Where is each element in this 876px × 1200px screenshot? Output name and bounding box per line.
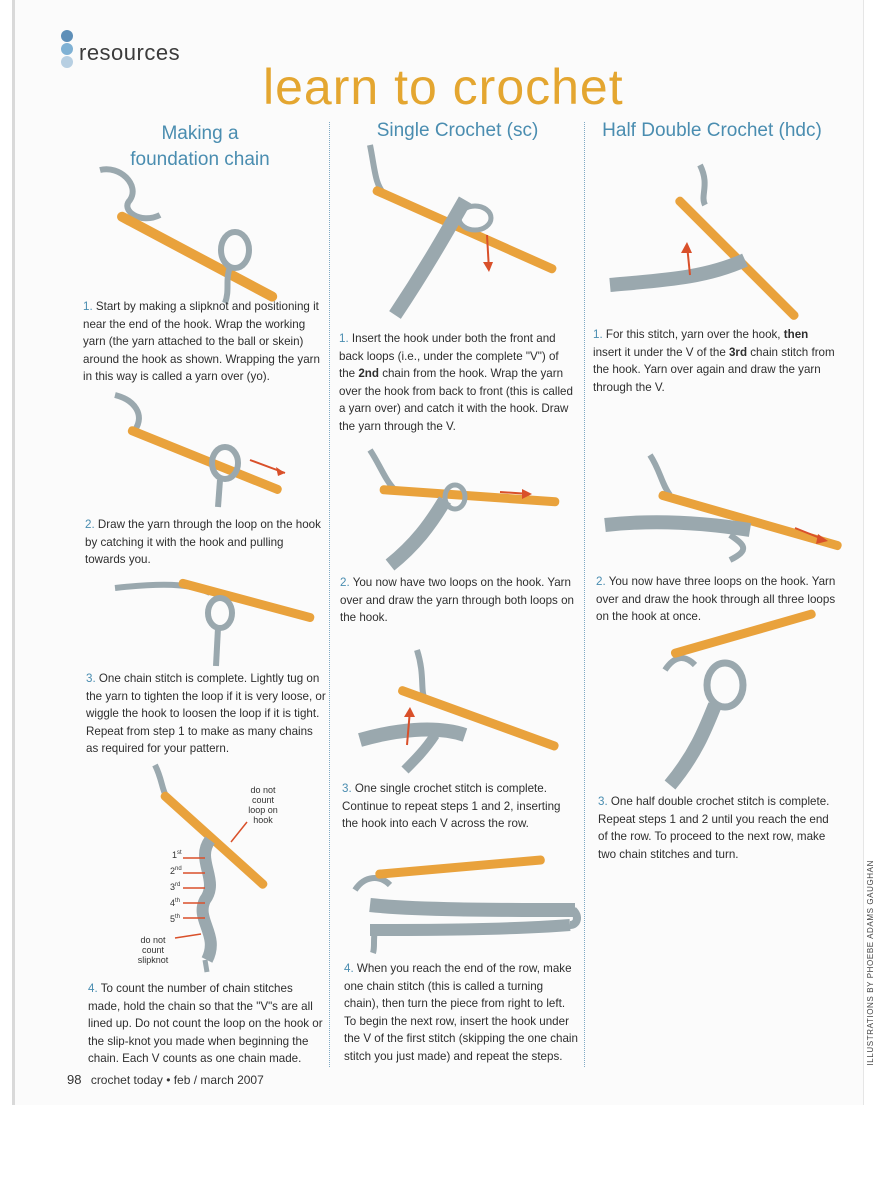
dot-2 xyxy=(61,43,73,55)
step-number: 3. xyxy=(598,795,608,808)
dot-1 xyxy=(61,30,73,42)
step-number: 4. xyxy=(344,962,354,975)
ordinal-number: 1 xyxy=(172,850,178,860)
title-line-1: Making a xyxy=(161,123,239,144)
annotation-line: hook xyxy=(253,815,273,825)
step-text: You now have three loops on the hook. Yarn over and draw the hook through all three loops on the hook at once. xyxy=(596,575,836,623)
section-dots xyxy=(61,30,73,69)
step-number: 1. xyxy=(593,328,603,341)
annotation-line: count xyxy=(141,945,165,955)
page-footer xyxy=(67,1072,264,1087)
step-text: For this stitch, yarn over the hook, xyxy=(605,328,784,341)
column-divider-1 xyxy=(329,122,330,1067)
illustration-hdc-3 xyxy=(640,625,815,790)
ordinal-suffix: th xyxy=(175,898,181,904)
step-text: chain from the hook. Wrap the yarn over the hook from back to front (this is called a yarn over) and catch it with the hook. Draw the yarn through the V. xyxy=(339,367,573,433)
section-label: resources xyxy=(79,40,181,65)
hdc-step-1 xyxy=(593,326,837,396)
illustration-foundation-1 xyxy=(80,155,300,305)
ordinal-suffix: th xyxy=(175,914,181,920)
ordinal-number: 5 xyxy=(170,914,176,924)
ordinal-number: 3 xyxy=(170,882,176,892)
page-number: 98 xyxy=(67,1072,82,1087)
step-text: One single crochet stitch is complete. Continue to repeat steps 1 and 2, inserting the hook into each V across the row. xyxy=(342,782,561,830)
annotation-line: do not xyxy=(140,935,166,945)
step-number: 2. xyxy=(340,576,350,589)
step-number: 4. xyxy=(88,982,98,995)
step-text-bold: then xyxy=(783,328,809,341)
step-number: 1. xyxy=(83,300,93,313)
foundation-step-4 xyxy=(88,980,326,1068)
sc-step-4 xyxy=(344,960,580,1065)
ordinal-5 xyxy=(170,914,180,924)
ordinal-number: 4 xyxy=(170,898,176,908)
hdc-step-3 xyxy=(598,793,838,863)
step-text: chain stitch from the hook. Yarn over again and draw the yarn through the V. xyxy=(593,345,835,394)
step-text: To count the number of chain stitches made, hold the chain so that the "V"s are all lined up. Do not count the loop on the hook or the slip-knot you made when beginning the chain. Each V counts as one chain made. xyxy=(88,982,323,1065)
step-number: 2. xyxy=(596,575,606,588)
column-title-hdc: Half Double Crochet (hdc) xyxy=(602,120,822,141)
illustration-sc-3 xyxy=(355,645,565,775)
step-text: When you reach the end of the row, make one chain stitch (this is called a turning chain), then turn the piece from right to left. To begin the next row, insert the hook under the V of the first stitch (skipping the one chain stitch you just made) and repeat the steps. xyxy=(344,962,578,1063)
ordinal-suffix: nd xyxy=(175,866,182,872)
step-text: insert it under the V of the xyxy=(593,345,729,359)
foundation-step-2 xyxy=(85,516,325,569)
step-number: 3. xyxy=(342,782,352,795)
title-line-2: foundation chain xyxy=(130,149,270,170)
step-text: You now have two loops on the hook. Yarn over and draw the yarn through both loops on the hook. xyxy=(340,576,574,624)
illustration-foundation-3 xyxy=(110,568,320,668)
step-number: 2. xyxy=(85,518,95,531)
column-divider-2 xyxy=(584,122,585,1067)
annotation-line: slipknot xyxy=(137,955,169,965)
annotation-do-not-count-slipknot xyxy=(128,935,178,965)
illustration-sc-4 xyxy=(345,855,580,955)
foundation-step-3 xyxy=(86,670,328,758)
step-text-bold: 2nd xyxy=(358,367,379,380)
step-text: One half double crochet stitch is complete. Repeat steps 1 and 2 until you reach the end of the row. To proceed to the next row, make two chain stitches and turn. xyxy=(598,795,830,861)
column-title-sc: Single Crochet (sc) xyxy=(376,120,539,141)
illustration-foundation-2 xyxy=(100,385,300,510)
step-number: 3. xyxy=(86,672,96,685)
ordinal-number: 2 xyxy=(170,866,176,876)
step-text: Start by making a slipknot and positioning it near the end of the hook. Wrap the working yarn (the yarn attached to the ball or skein) around the hook as shown. Wrapping the yarn in this way is called a yarn over (yo). xyxy=(83,300,320,383)
page-title: learn to crochet xyxy=(263,59,624,115)
sc-step-3 xyxy=(342,780,578,833)
ordinal-3 xyxy=(170,882,180,892)
sc-step-2 xyxy=(340,574,576,627)
annotation-do-not-count-loop xyxy=(235,785,291,825)
page-gutter xyxy=(12,0,15,1105)
ordinal-4 xyxy=(170,898,180,908)
annotation-line: count xyxy=(251,795,275,805)
step-text: Draw the yarn through the loop on the hook by catching it with the hook and pulling towards you. xyxy=(85,518,321,566)
illustration-sc-1 xyxy=(355,140,570,330)
ordinal-2 xyxy=(170,866,182,876)
ordinal-suffix: st xyxy=(177,850,182,856)
step-number: 1. xyxy=(339,332,349,345)
step-text-bold: 3rd xyxy=(728,345,748,359)
annotation-line: loop on xyxy=(248,805,278,815)
publication-line: crochet today • feb / march 2007 xyxy=(90,1073,264,1087)
step-text: One chain stitch is complete. Lightly tug on the yarn to tighten the loop if it is very loose, or wiggle the hook to loosen the loop if it is tight. Repeat from step 1 to make as many chains as required for your pattern. xyxy=(86,672,326,755)
foundation-step-1 xyxy=(83,298,323,386)
sc-step-1 xyxy=(339,330,575,435)
illustration-sc-2 xyxy=(360,445,560,570)
ordinal-suffix: rd xyxy=(175,882,181,888)
illustration-hdc-2 xyxy=(600,450,850,570)
illustration-hdc-1 xyxy=(605,160,820,325)
ordinal-1 xyxy=(172,850,182,860)
dot-3 xyxy=(61,56,73,68)
step-text: Insert the hook under both the front and back loops (i.e., under the complete "V") of the xyxy=(339,332,559,380)
annotation-line: do not xyxy=(250,785,276,795)
illustration-credit: ILLUSTRATIONS BY PHOEBE ADAMS GAUGHAN xyxy=(866,860,875,1066)
